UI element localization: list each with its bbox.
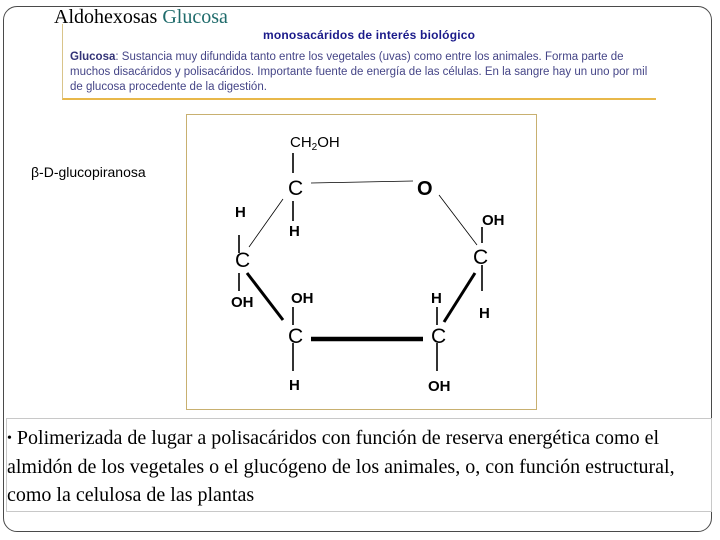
summary-paragraph — [7, 424, 707, 509]
c1-atom: C — [473, 246, 489, 269]
molecule-name: β-D-glucopiranosa — [31, 164, 146, 180]
c2-atom: C — [431, 325, 447, 348]
c5-h: H — [289, 223, 300, 240]
summary-box — [6, 418, 712, 512]
c1-h: H — [479, 305, 490, 322]
excerpt-body — [70, 50, 650, 95]
ring-bond-c2-c1 — [444, 273, 475, 322]
c5-atom: C — [288, 177, 304, 200]
ch2oh-group: $CH_2OH$ — [290, 134, 340, 153]
c4-oh: OH — [231, 294, 254, 311]
excerpt-term: Glucosa — [70, 51, 116, 63]
haworth-diagram — [186, 114, 537, 410]
ring-bond-c5-o — [311, 181, 413, 183]
excerpt-heading: monosacáridos de interés biológico — [263, 28, 476, 42]
title-highlight: Glucosa — [162, 6, 228, 28]
ring-bond-c5-c4 — [249, 199, 283, 247]
c3-oh: OH — [291, 290, 314, 307]
c4-h: H — [235, 204, 246, 221]
ring-oxygen: O — [417, 178, 433, 200]
title-prefix: Aldohexosas — [54, 6, 158, 28]
ring-bond-o-c1 — [439, 195, 477, 245]
excerpt-text: : Sustancia muy difundida tanto entre los vegetales (uvas) como entre los animales. Forma parte de muchos disacáridos y polisacáridos. Importante fuente de energía de las células. En la sangre hay un uno por mil de glucosa procedente de la digestión. — [70, 51, 648, 93]
haworth-projection — [187, 115, 538, 411]
bullet-icon: • — [7, 431, 12, 446]
c2-oh: OH — [428, 378, 451, 395]
ring-thin-bonds — [249, 181, 477, 247]
summary-text: Polimerizada de lugar a polisacáridos con función de reserva energética como el almidón de los vegetales o el glucógeno de los animales, o, con función estructural, como la celulosa de las plantas — [7, 427, 675, 506]
c4-atom: C — [235, 249, 251, 272]
c1-oh: OH — [482, 212, 505, 229]
book-excerpt — [62, 24, 656, 100]
c2-h: H — [431, 290, 442, 307]
c3-atom: C — [288, 325, 304, 348]
c3-h: H — [289, 377, 300, 394]
